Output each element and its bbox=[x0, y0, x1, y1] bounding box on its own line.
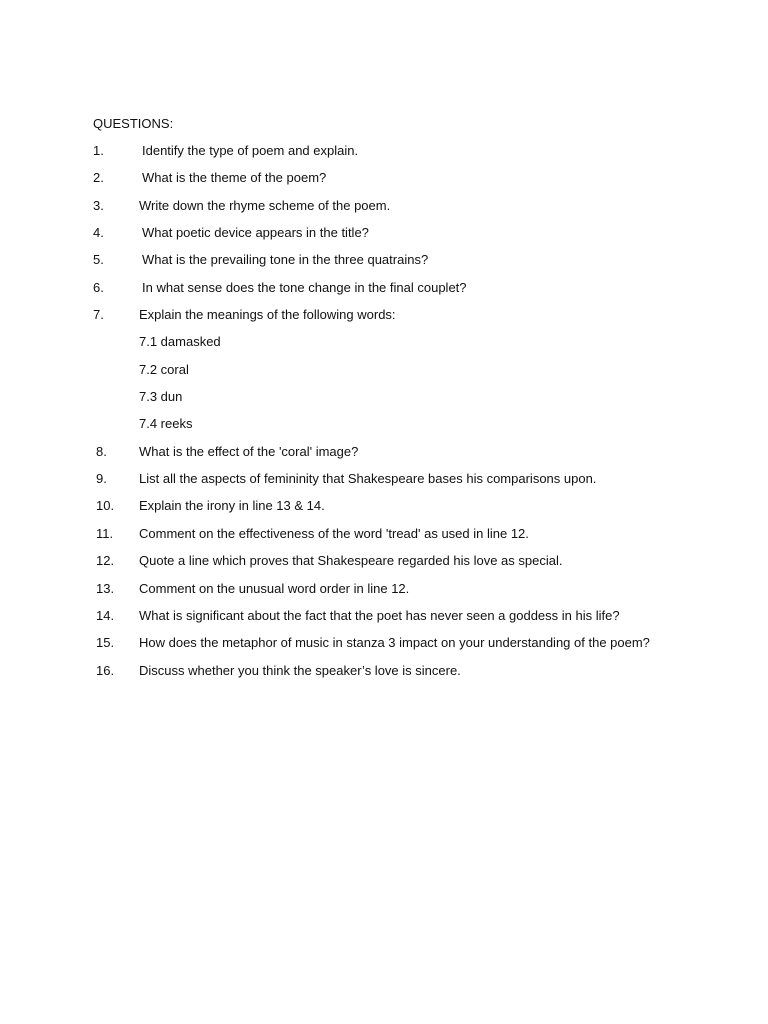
question-text: List all the aspects of femininity that Shakespeare bases his comparisons upon. bbox=[139, 471, 597, 487]
sub-question-item bbox=[0, 389, 768, 416]
question-number: 1. bbox=[93, 143, 104, 158]
question-item bbox=[0, 252, 768, 279]
question-number: 14. bbox=[96, 607, 115, 623]
sub-question-item bbox=[0, 362, 768, 389]
question-text: Discuss whether you think the speaker’s love is sincere. bbox=[139, 662, 461, 678]
question-text: How does the metaphor of music in stanza 3 impact on your understanding of the poem? bbox=[139, 635, 650, 651]
question-text: What is the theme of the poem? bbox=[142, 170, 327, 186]
question-number: 16. bbox=[96, 662, 115, 678]
question-item bbox=[0, 225, 768, 252]
question-item bbox=[0, 280, 768, 307]
question-number: 12. bbox=[96, 553, 115, 569]
question-item bbox=[0, 553, 768, 580]
question-number: 11. bbox=[96, 525, 114, 541]
question-item bbox=[0, 170, 768, 197]
sub-question-item bbox=[0, 416, 768, 443]
question-text: Explain the meanings of the following words: bbox=[139, 307, 396, 323]
sub-question-item bbox=[0, 334, 768, 361]
question-item bbox=[0, 498, 768, 525]
question-text: Identify the type of poem and explain. bbox=[142, 143, 359, 158]
question-text: Quote a line which proves that Shakespeare regarded his love as special. bbox=[139, 553, 563, 569]
question-text: What is significant about the fact that the poet has never seen a goddess in his life? bbox=[139, 607, 620, 623]
question-number: 4. bbox=[93, 225, 104, 241]
question-item bbox=[0, 635, 768, 662]
question-text: Comment on the effectiveness of the word 'tread' as used in line 12. bbox=[139, 525, 529, 541]
question-number: 3. bbox=[93, 197, 104, 213]
question-number: 9. bbox=[96, 471, 107, 487]
sub-question-text: 7.3 dun bbox=[139, 389, 183, 405]
question-number: 2. bbox=[93, 170, 104, 186]
question-number: 8. bbox=[96, 443, 107, 459]
question-item bbox=[0, 581, 768, 608]
question-item bbox=[0, 307, 768, 334]
question-text: Explain the irony in line 13 & 14. bbox=[139, 498, 325, 514]
question-item bbox=[0, 444, 768, 471]
sub-question-text: 7.1 damasked bbox=[139, 334, 221, 350]
question-number: 15. bbox=[96, 635, 115, 651]
sub-question-text: 7.4 reeks bbox=[139, 416, 193, 432]
question-list bbox=[0, 143, 768, 690]
question-number: 13. bbox=[96, 580, 115, 596]
question-text: What is the prevailing tone in the three quatrains? bbox=[142, 252, 429, 268]
question-text: In what sense does the tone change in the final couplet? bbox=[142, 279, 467, 295]
question-number: 10. bbox=[96, 498, 115, 514]
question-text: What poetic device appears in the title? bbox=[142, 225, 369, 241]
question-item bbox=[0, 143, 768, 170]
sub-question-text: 7.2 coral bbox=[139, 361, 189, 377]
question-item bbox=[0, 608, 768, 635]
question-number: 5. bbox=[93, 252, 104, 268]
question-number: 7. bbox=[93, 307, 104, 323]
question-number: 6. bbox=[93, 279, 104, 295]
question-item bbox=[0, 471, 768, 498]
question-text: Write down the rhyme scheme of the poem. bbox=[139, 197, 391, 213]
question-item bbox=[0, 663, 768, 690]
question-text: Comment on the unusual word order in line 12. bbox=[139, 580, 410, 596]
question-item bbox=[0, 198, 768, 225]
question-text: What is the effect of the 'coral' image? bbox=[139, 443, 359, 459]
question-item bbox=[0, 526, 768, 553]
page-heading: QUESTIONS: bbox=[93, 116, 174, 131]
